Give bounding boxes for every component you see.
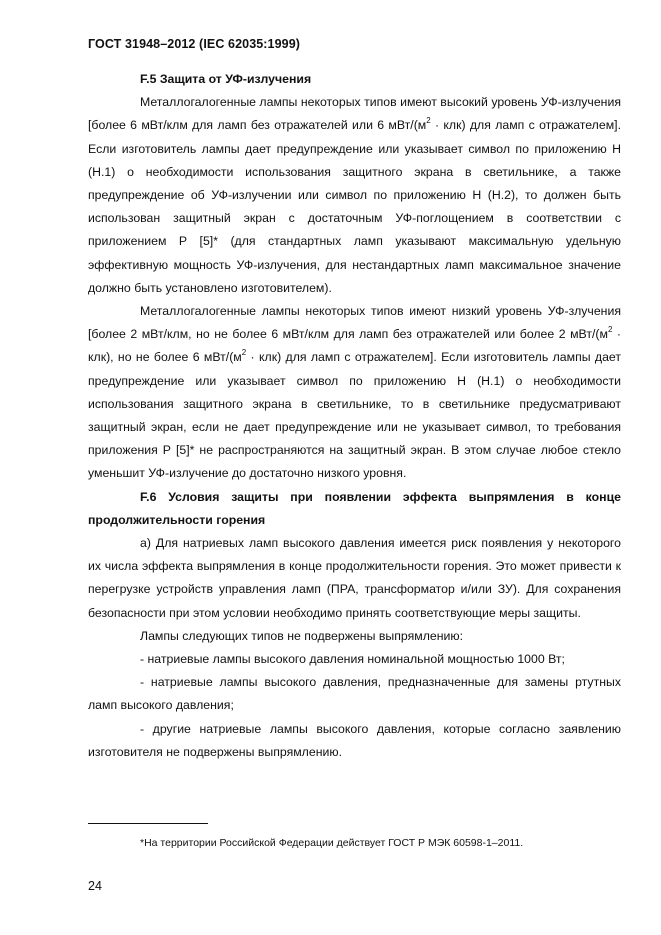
section-f6-paragraph-1: а) Для натриевых ламп высокого давления имеется риск появления у некоторого их числа эффекта выпрямления в конце продолжительности горения. Это может привести к перегрузке устройств управления ламп (ПРА, трансформатор и/или ЗУ). Для сохранения безопасности при этом условии необходимо принять соответствующие меры защиты. [88, 536, 621, 620]
document-header: ГОСТ 31948–2012 (IEC 62035:1999) [88, 37, 301, 51]
section-f5-paragraph-1 [88, 91, 621, 300]
text-run: · клк) для ламп с отражателем]. Если изготовитель лампы дает предупреждение или указывает символ по приложению Н (Н.1) о необходимости использования защитного экрана в светильнике, а также предупреждение об УФ-излучении или символ по приложению Н (Н.2), то должен быть использован защитный экран с достаточным УФ-поглощением в соответствии с приложением Р [5]* (для стандартных ламп указывают максимальную удельную эффективную мощность УФ-излучения, для нестандартных ламп максимальное значение должно быть установлено изготовителем). [88, 118, 621, 295]
footnote-divider [88, 823, 208, 824]
superscript: 2 [426, 116, 431, 126]
section-f6-title: F.6 Условия защиты при появлении эффекта выпрямления в конце продолжительности горения [88, 489, 621, 527]
superscript: 2 [241, 348, 247, 358]
list-item: - натриевые лампы высокого давления, предназначенные для замены ртутных ламп высокого давления; [88, 675, 621, 713]
text-run: Металлогалогенные лампы некоторых типов имеют низкий уровень УФ-злучения [более 2 мВт/клм, но не более 6 мВт/клм для ламп без отражателей или более 2 мВт/(м [88, 304, 621, 342]
section-f5-title: F.5 Защита от УФ-излучения [140, 72, 312, 86]
footnote: *На территории Российской Федерации действует ГОСТ Р МЭК 60598-1–2011. [140, 837, 524, 849]
text-run: · клк) для ламп с отражателем]. Если изготовитель лампы дает предупреждение или указывает символ по приложению Н (Н.1) о необходимости использования защитного экрана в светильнике, то в светильнике предусматривают защитный экран, если не дает предупреждение или не указывает символ, то требования приложения Р [5]* не распространяются на защитный экран. В этом случае любое стекло уменьшит УФ-излучение до достаточно низкого уровня. [88, 350, 621, 481]
text-run: Металлогалогенные лампы некоторых типов имеют высокий уровень УФ-излучения [более 6 мВт/клм для ламп без отражателей или 6 мВт/(м [88, 95, 621, 133]
page-number: 24 [88, 879, 102, 893]
document-body [88, 68, 621, 764]
text-run: · клк), но не более 6 мВт/(м [88, 327, 621, 365]
list-item: - другие натриевые лампы высокого давления, которые согласно заявлению изготовителя не подвержены выпрямлению. [88, 721, 621, 759]
section-f6-paragraph-2: Лампы следующих типов не подвержены выпрямлению: [140, 628, 464, 643]
section-f5-paragraph-2 [88, 300, 621, 486]
list-item: - натриевые лампы высокого давления номинальной мощностью 1000 Вт; [140, 652, 565, 667]
superscript: 2 [607, 325, 613, 335]
